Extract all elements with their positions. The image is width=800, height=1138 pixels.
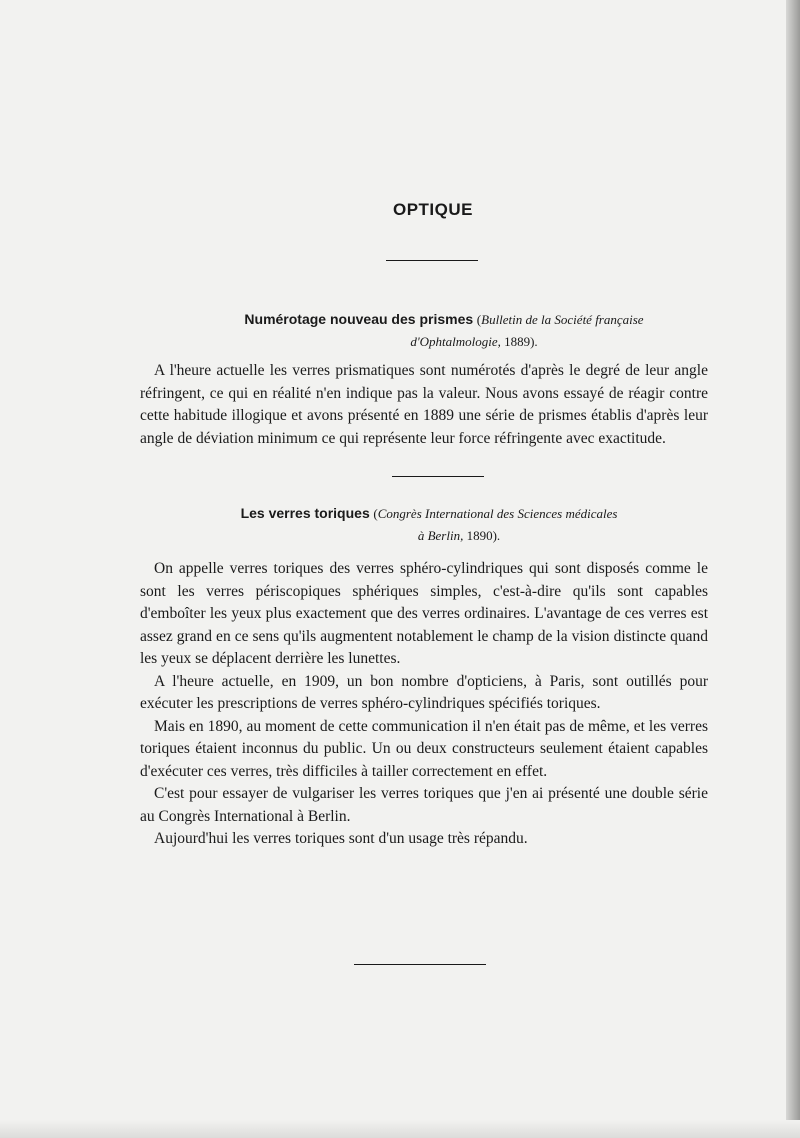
section1-title [140, 309, 708, 352]
section2-paragraph: Aujourd'hui les verres toriques sont d'un usage très répandu. [154, 830, 528, 847]
section2-title-text: Les verres toriques [240, 505, 370, 521]
page-bottom-shadow [0, 1120, 800, 1138]
end-rule [354, 964, 486, 965]
section1-body [140, 360, 708, 450]
section2-paragraph: On appelle verres toriques des verres sphéro-cylindriques qui sont disposés comme le sont les verres périscopiques sphériques simples, c'est-à-dire qu'ils sont capables d'emboîter les yeux plus exactement que des verres ordinaires. L'avantage de ces verres est assez grand en ce sens qu'ils augmentent notablement le champ de la vision distincte quand les yeux se déplacent derrière les lunettes. [140, 560, 708, 667]
page-edge-shadow [786, 0, 800, 1138]
section2-paragraph: C'est pour essayer de vulgariser les verres toriques que j'en ai présenté une double série au Congrès International à Berlin. [140, 785, 708, 825]
section1-title-text: Numérotage nouveau des prismes [244, 311, 474, 327]
section1-reference: (Bulletin de la Société française d'Ophtalmologie, 1889). [410, 312, 644, 349]
section-divider-rule [392, 476, 484, 477]
section2-reference: (Congrès International des Sciences médicales à Berlin, 1890). [373, 506, 618, 543]
page-heading: OPTIQUE [392, 200, 473, 219]
section2-body [140, 558, 708, 851]
section1-paragraph: A l'heure actuelle les verres prismatiques sont numérotés d'après le degré de leur angle réfringent, ce qui en réalité n'en indique pas la valeur. Nous avons essayé de réagir contre cette habitude illogique et avons présenté en 1889 une série de prismes établis d'après leur angle de déviation minimum ce qui représente leur force réfringente avec exactitude. [140, 362, 708, 447]
section2-paragraph: Mais en 1890, au moment de cette communication il n'en était pas de même, et les verres toriques étaient inconnus du public. Un ou deux constructeurs seulement étaient capables d'exécuter ces verres, très difficiles à tailler correctement en effet. [140, 717, 708, 780]
section2-paragraph: A l'heure actuelle, en 1909, un bon nombre d'opticiens, à Paris, sont outillés pour exécuter les prescriptions de verres sphéro-cylindriques spécifiés toriques. [140, 672, 708, 712]
heading-rule [386, 260, 478, 261]
page-content [140, 200, 708, 851]
section2-title [140, 503, 708, 546]
